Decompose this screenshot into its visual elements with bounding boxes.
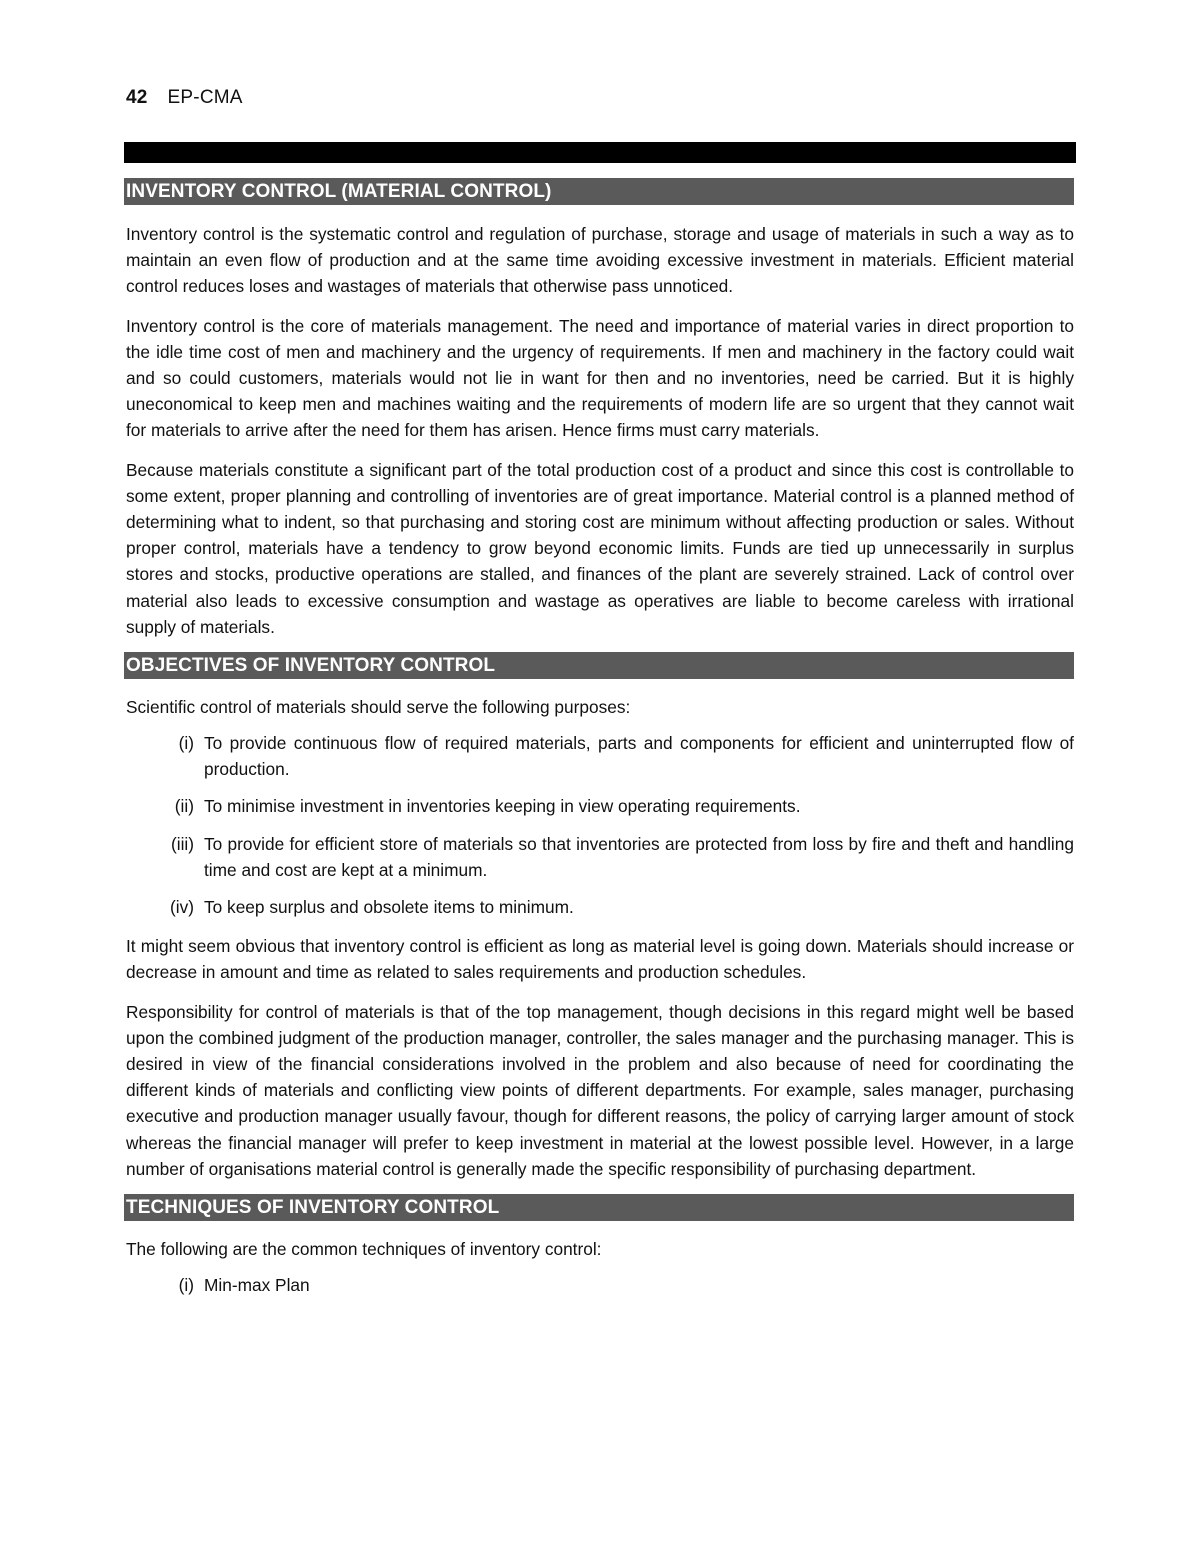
list-intro: Scientific control of materials should serve the following purposes: [126,697,631,718]
header-rule-bar [124,142,1076,163]
list-item [126,1272,1074,1298]
section-heading-techniques: TECHNIQUES OF INVENTORY CONTROL [124,1194,1074,1221]
techniques-list [126,1272,1074,1298]
list-intro: The following are the common techniques of inventory control: [126,1239,602,1260]
paragraph: Because materials constitute a significant part of the total production cost of a product and since this cost is controllable to some extent, proper planning and controlling of inventories are of great importance. Material control is a planned method of determining what to indent, so that purchasing and storing cost are minimum without affecting production or sales. Without proper control, materials have a tendency to grow beyond economic limits. Funds are tied up unnecessarily in surplus stores and stocks, productive operations are stalled, and finances of the plant are severely strained. Lack of control over material also leads to excessive consumption and wastage as operatives are liable to become careless with irrational supply of materials. [126,459,1074,637]
page-content [126,178,1074,1309]
list-marker: (i) [178,1275,194,1296]
running-header [126,86,243,110]
paragraph: Inventory control is the systematic control and regulation of purchase, storage and usage of materials in such a way as to maintain an even flow of production and at the same time avoiding excessive investment in materials. Efficient material control reduces loses and wastages of materials that otherwise pass unnoticed. [126,224,1074,297]
list-item [126,831,1074,883]
list-item-text: To provide for efficient store of materials so that inventories are protected from loss by fire and theft and handling time and cost are kept at a minimum. [204,833,1074,880]
paragraph: It might seem obvious that inventory control is efficient as long as material level is going down. Materials should increase or decrease in amount and time as related to sales requirements and production schedules. [126,936,1074,983]
objectives-list [126,730,1074,920]
list-item-text: To minimise investment in inventories keeping in view operating requirements. [204,796,801,817]
page-number: 42 [126,87,148,108]
list-item-text: Min-max Plan [204,1275,310,1296]
list-item [126,894,1074,920]
section-heading-inventory-control: INVENTORY CONTROL (MATERIAL CONTROL) [124,178,1074,205]
paragraph: Responsibility for control of materials is that of the top management, though decisions in this regard might well be based upon the combined judgment of the production manager, controller, the sales manager and the purchasing manager. This is desired in view of the financial considerations involved in the problem and also because of need for coordinating the different kinds of materials and conflicting view points of different departments. For example, sales manager, purchasing executive and production manager usually favour, though for different reasons, the policy of carrying larger amount of stock whereas the financial manager will prefer to keep investment in material at the lowest possible level. However, in a large number of organisations material control is generally made the specific responsibility of purchasing department. [126,1001,1074,1179]
list-marker: (iv) [170,897,194,918]
list-marker: (ii) [174,796,194,817]
paragraph: Inventory control is the core of materials management. The need and importance of material varies in direct proportion to the idle time cost of men and machinery and the urgency of requirements. If men and machinery in the factory could wait and so could customers, materials would not lie in want for then and no inventories, need be carried. But it is highly uneconomical to keep men and machines waiting and the requirements of modern life are so urgent that they cannot wait for materials to arrive after the need for them has arisen. Hence firms must carry materials. [126,315,1074,441]
section-heading-objectives: OBJECTIVES OF INVENTORY CONTROL [124,652,1074,679]
list-item-text: To provide continuous flow of required materials, parts and components for efficient and uninterrupted flow of production. [204,733,1074,780]
list-item-text: To keep surplus and obsolete items to minimum. [204,897,574,918]
list-marker: (i) [178,733,194,754]
running-title: EP-CMA [167,87,243,108]
list-marker: (iii) [170,833,194,854]
list-item [126,730,1074,782]
list-item [126,793,1074,819]
